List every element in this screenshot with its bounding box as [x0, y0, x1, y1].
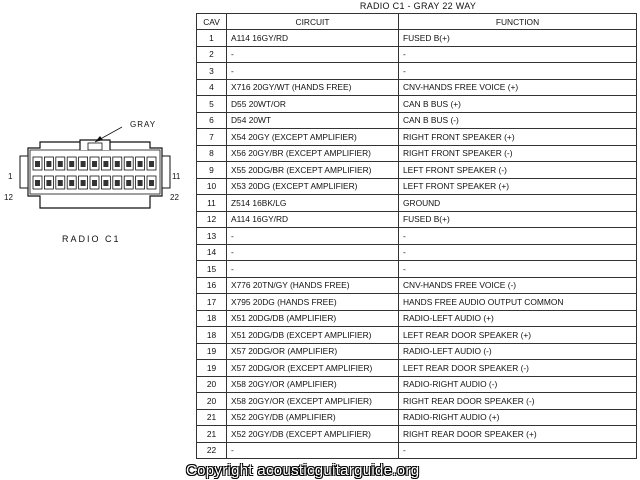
circuit-cell: X51 20DG/DB (EXCEPT AMPLIFIER) — [227, 327, 399, 344]
circuit-cell: X58 20GY/OR (EXCEPT AMPLIFIER) — [227, 393, 399, 410]
function-cell: RADIO-LEFT AUDIO (-) — [399, 343, 637, 360]
left-ear — [20, 156, 28, 188]
circuit-cell: X53 20DG (EXCEPT AMPLIFIER) — [227, 178, 399, 195]
connector-diagram — [0, 110, 190, 250]
pin-terminal-8 — [115, 161, 120, 167]
table-row — [197, 360, 637, 377]
cav-cell: 14 — [197, 244, 227, 261]
table-row — [197, 129, 637, 146]
function-cell: - — [399, 442, 637, 459]
latch-window — [88, 143, 102, 150]
function-cell: LEFT REAR DOOR SPEAKER (-) — [399, 360, 637, 377]
circuit-cell: - — [227, 228, 399, 245]
connector-shell — [28, 142, 162, 208]
cav-cell: 19 — [197, 343, 227, 360]
circuit-cell: X716 20GY/WT (HANDS FREE) — [227, 79, 399, 96]
table-row — [197, 376, 637, 393]
function-cell: LEFT FRONT SPEAKER (-) — [399, 162, 637, 179]
cav-cell: 16 — [197, 277, 227, 294]
table-row — [197, 63, 637, 80]
function-cell: RIGHT REAR DOOR SPEAKER (-) — [399, 393, 637, 410]
table-row — [197, 442, 637, 459]
circuit-cell: X57 20DG/OR (EXCEPT AMPLIFIER) — [227, 360, 399, 377]
table-row — [197, 277, 637, 294]
pin-terminal-6 — [92, 161, 97, 167]
pin-terminal-12 — [35, 180, 40, 186]
pin-terminal-11 — [149, 161, 154, 167]
function-cell: - — [399, 63, 637, 80]
cav-cell: 17 — [197, 294, 227, 311]
cav-cell: 5 — [197, 96, 227, 113]
table-row — [197, 228, 637, 245]
cav-cell: 2 — [197, 46, 227, 63]
pin-terminal-14 — [58, 180, 63, 186]
function-cell: FUSED B(+) — [399, 211, 637, 228]
function-cell: RADIO-LEFT AUDIO (+) — [399, 310, 637, 327]
circuit-cell: X57 20DG/OR (AMPLIFIER) — [227, 343, 399, 360]
pin-terminal-3 — [58, 161, 63, 167]
circuit-cell: A114 16GY/RD — [227, 30, 399, 47]
circuit-cell: A114 16GY/RD — [227, 211, 399, 228]
function-cell: RIGHT FRONT SPEAKER (+) — [399, 129, 637, 146]
cav-cell: 21 — [197, 426, 227, 443]
circuit-cell: - — [227, 46, 399, 63]
circuit-cell: X56 20GY/BR (EXCEPT AMPLIFIER) — [227, 145, 399, 162]
pin-terminal-13 — [46, 180, 51, 186]
cav-cell: 21 — [197, 409, 227, 426]
circuit-cell: X795 20DG (HANDS FREE) — [227, 294, 399, 311]
function-cell: FUSED B(+) — [399, 30, 637, 47]
table-row — [197, 327, 637, 344]
function-cell: RADIO-RIGHT AUDIO (+) — [399, 409, 637, 426]
cav-cell: 18 — [197, 327, 227, 344]
table-row — [197, 30, 637, 47]
table-row — [197, 211, 637, 228]
function-cell: - — [399, 228, 637, 245]
pin-label-1: 1 — [8, 172, 13, 181]
function-cell: CAN B BUS (-) — [399, 112, 637, 129]
table-row — [197, 244, 637, 261]
table-row — [197, 195, 637, 212]
circuit-cell: X58 20GY/OR (AMPLIFIER) — [227, 376, 399, 393]
pin-terminal-21 — [138, 180, 143, 186]
function-cell: CNV-HANDS FREE VOICE (-) — [399, 277, 637, 294]
cav-cell: 22 — [197, 442, 227, 459]
header-cav: CAV — [197, 14, 227, 30]
cav-cell: 6 — [197, 112, 227, 129]
circuit-cell: - — [227, 261, 399, 278]
function-cell: LEFT FRONT SPEAKER (+) — [399, 178, 637, 195]
table-row — [197, 261, 637, 278]
cav-cell: 11 — [197, 195, 227, 212]
pinout-table — [196, 13, 637, 459]
circuit-cell: - — [227, 244, 399, 261]
connector-name: RADIO C1 — [62, 234, 121, 244]
table-row — [197, 343, 637, 360]
function-cell: - — [399, 261, 637, 278]
function-cell: RADIO-RIGHT AUDIO (-) — [399, 376, 637, 393]
cav-cell: 13 — [197, 228, 227, 245]
circuit-cell: X54 20GY (EXCEPT AMPLIFIER) — [227, 129, 399, 146]
pin-terminal-5 — [81, 161, 86, 167]
circuit-cell: X55 20DG/BR (EXCEPT AMPLIFIER) — [227, 162, 399, 179]
pin-terminal-20 — [126, 180, 131, 186]
circuit-cell: - — [227, 442, 399, 459]
watermark: Copyright acousticguitarguide.org — [186, 462, 420, 479]
pin-terminal-7 — [103, 161, 108, 167]
table-row — [197, 112, 637, 129]
header-circuit: CIRCUIT — [227, 14, 399, 30]
function-cell: GROUND — [399, 195, 637, 212]
circuit-cell: X52 20GY/DB (EXCEPT AMPLIFIER) — [227, 426, 399, 443]
table-row — [197, 310, 637, 327]
cav-cell: 15 — [197, 261, 227, 278]
pin-terminal-18 — [103, 180, 108, 186]
function-cell: HANDS FREE AUDIO OUTPUT COMMON — [399, 294, 637, 311]
circuit-cell: X776 20TN/GY (HANDS FREE) — [227, 277, 399, 294]
pin-terminal-15 — [69, 180, 74, 186]
table-row — [197, 294, 637, 311]
pin-terminal-17 — [92, 180, 97, 186]
pin-terminal-2 — [46, 161, 51, 167]
table-title: RADIO C1 - GRAY 22 WAY — [359, 1, 477, 11]
table-header-row — [197, 14, 637, 30]
table-row — [197, 393, 637, 410]
function-cell: CNV-HANDS FREE VOICE (+) — [399, 79, 637, 96]
table-row — [197, 96, 637, 113]
function-cell: CAN B BUS (+) — [399, 96, 637, 113]
circuit-cell: X52 20GY/DB (AMPLIFIER) — [227, 409, 399, 426]
table-row — [197, 79, 637, 96]
header-function: FUNCTION — [399, 14, 637, 30]
pin-terminal-22 — [149, 180, 154, 186]
cav-cell: 12 — [197, 211, 227, 228]
cav-cell: 10 — [197, 178, 227, 195]
function-cell: RIGHT REAR DOOR SPEAKER (+) — [399, 426, 637, 443]
function-cell: RIGHT FRONT SPEAKER (-) — [399, 145, 637, 162]
table-row — [197, 162, 637, 179]
pin-terminal-1 — [35, 161, 40, 167]
circuit-cell: X51 20DG/DB (AMPLIFIER) — [227, 310, 399, 327]
circuit-cell: D55 20WT/OR — [227, 96, 399, 113]
circuit-cell: - — [227, 63, 399, 80]
cav-cell: 4 — [197, 79, 227, 96]
table-row — [197, 46, 637, 63]
function-cell: LEFT REAR DOOR SPEAKER (+) — [399, 327, 637, 344]
pin-label-12: 12 — [4, 193, 13, 202]
right-ear — [162, 156, 170, 188]
cav-cell: 8 — [197, 145, 227, 162]
circuit-cell: Z514 16BK/LG — [227, 195, 399, 212]
pin-terminal-16 — [81, 180, 86, 186]
function-cell: - — [399, 46, 637, 63]
pin-terminal-9 — [126, 161, 131, 167]
table-row — [197, 426, 637, 443]
pin-terminal-4 — [69, 161, 74, 167]
pin-terminal-10 — [138, 161, 143, 167]
connector-color-label: GRAY — [130, 120, 157, 129]
cav-cell: 3 — [197, 63, 227, 80]
table-row — [197, 409, 637, 426]
circuit-cell: D54 20WT — [227, 112, 399, 129]
cav-cell: 9 — [197, 162, 227, 179]
cav-cell: 20 — [197, 393, 227, 410]
cav-cell: 20 — [197, 376, 227, 393]
cav-cell: 19 — [197, 360, 227, 377]
cav-cell: 1 — [197, 30, 227, 47]
table-row — [197, 145, 637, 162]
cav-cell: 7 — [197, 129, 227, 146]
pin-label-22: 22 — [170, 193, 179, 202]
table-row — [197, 178, 637, 195]
pin-label-11: 11 — [172, 172, 181, 181]
function-cell: - — [399, 244, 637, 261]
pin-terminal-19 — [115, 180, 120, 186]
cav-cell: 18 — [197, 310, 227, 327]
